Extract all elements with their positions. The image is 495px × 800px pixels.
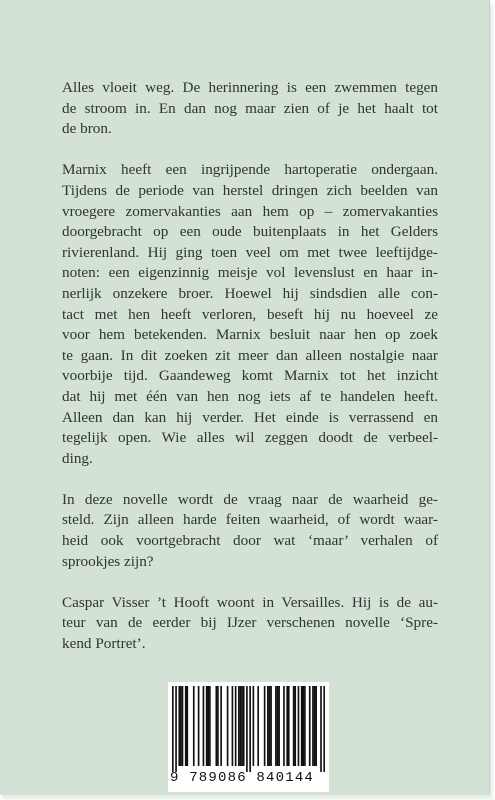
barcode-bar [206,686,208,766]
text-line: ding. [62,449,93,467]
barcode-bar [294,686,296,766]
isbn-barcode [168,682,329,792]
text-line: tegelijk open. Wie alles wil zeggen doodt de verbeel- [62,429,438,447]
barcode-bar [220,686,222,766]
text-line: sprookjes zijn? [62,552,154,570]
barcode-bar [207,686,209,766]
barcode-bar [178,686,180,766]
barcode-bar [270,686,272,766]
barcode-bar [301,686,303,766]
barcode-bar [269,686,271,766]
text-line: Alles vloeit weg. De herinnering is een zwemmen tegen [62,79,438,96]
blurb-paragraph-3 [62,490,438,572]
text-line: tact met hen heeft verloren, beseft hij nu hoeveel ze [62,305,438,323]
barcode-bar [278,686,280,766]
text-line: Alleen dan kan hij verder. Het einde is verrassend en [62,408,438,426]
text-line: nerlijk onzekere broer. Hoewel hij sindsdien alle con- [62,284,438,302]
barcode-bar [215,686,217,766]
barcode-bar [302,686,304,766]
text-line: steld. Zijn alleen harde feiten waarheid, of wordt waar- [62,511,438,529]
barcode-bar [267,686,269,766]
barcode-bar [240,686,242,766]
text-line: de stroom in. En dan nog maar zien of je het haalt tot [62,99,438,117]
barcode-bar [175,686,177,772]
text-line: kend Portret’. [62,635,146,653]
barcode-bar [314,686,316,766]
barcode-bar [243,686,245,766]
text-line: Caspar Visser ’t Hooft woont in Versailles. Hij is de au- [62,593,438,611]
text-line: doorgebracht op een oude buitenplaats in het Gelders [62,223,438,241]
text-line: voorbije tijd. Gaandeweg komt Marnix tot het inzicht [62,367,438,385]
author-bio [62,593,438,655]
barcode-bar [246,686,248,772]
text-line: In deze novelle wordt de vraag naar de waarheid ge- [62,490,438,508]
blurb-text [62,78,438,675]
barcode-bar [193,686,195,766]
barcode-bar [238,686,240,766]
barcode-bar [320,686,322,772]
barcode-bar [315,686,317,766]
barcode-bar [241,686,243,766]
barcode-bar [182,686,184,766]
text-line: noten: een eigenzinnig meisje vol levenslust en haar in- [62,264,438,282]
barcode-bar [312,686,314,766]
barcode-bar [257,686,259,766]
barcode-bar [277,686,279,766]
barcode-bar [172,686,174,772]
text-line: rivierenland. Hij ging toen veel om met twee leeftijdge- [62,243,438,261]
text-line: teur van de eerder bij IJzer verschenen novelle ‘Spre- [62,614,438,632]
isbn-number: 9 789086 840144 [170,770,315,786]
barcode-bar [253,686,255,766]
barcode-bar [286,686,288,766]
barcode-bar [180,686,182,766]
text-line: Tijdens de periode van herstel dringen zich beelden van [62,181,438,199]
text-line: voor hem betekenden. Marnix besluit naar hen op zoek [62,326,438,344]
barcode-bar [323,686,325,772]
barcode-bar [227,686,229,766]
barcode-bar [288,686,290,766]
barcode-bar [283,686,285,766]
barcode-bar [217,686,219,766]
barcode-bar [264,686,266,766]
barcode-bar [293,686,295,766]
barcode-bar [304,686,306,766]
barcode-bar [275,686,277,766]
text-line: Marnix heeft een ingrijpende hartoperatie ondergaan. [62,161,438,179]
text-line: dat hij met één van hen nog iets af te handelen heeft. [62,387,438,405]
text-line: de bron. [62,120,112,138]
blurb-paragraph-1 [62,78,438,140]
barcode-bars [172,686,325,772]
text-line: vroegere zomervakanties aan hem op – zomervakanties [62,202,438,220]
barcode-bar [209,686,211,766]
barcode-bar [198,686,200,766]
barcode-bar [185,686,187,766]
barcode-bar [186,686,188,766]
barcode-bar [235,686,237,766]
barcode-bar [309,686,311,766]
barcode-bar [203,686,205,766]
barcode-bar [249,686,251,772]
barcode-bar [232,686,234,766]
text-line: heid ook voortgebracht door wat ‘maar’ verhalen of [62,532,438,550]
blurb-paragraph-2 [62,160,438,469]
barcode-bar [298,686,300,766]
text-line: te gaan. In dit zoeken zit meer dan alleen nostalgie naar [62,346,438,364]
